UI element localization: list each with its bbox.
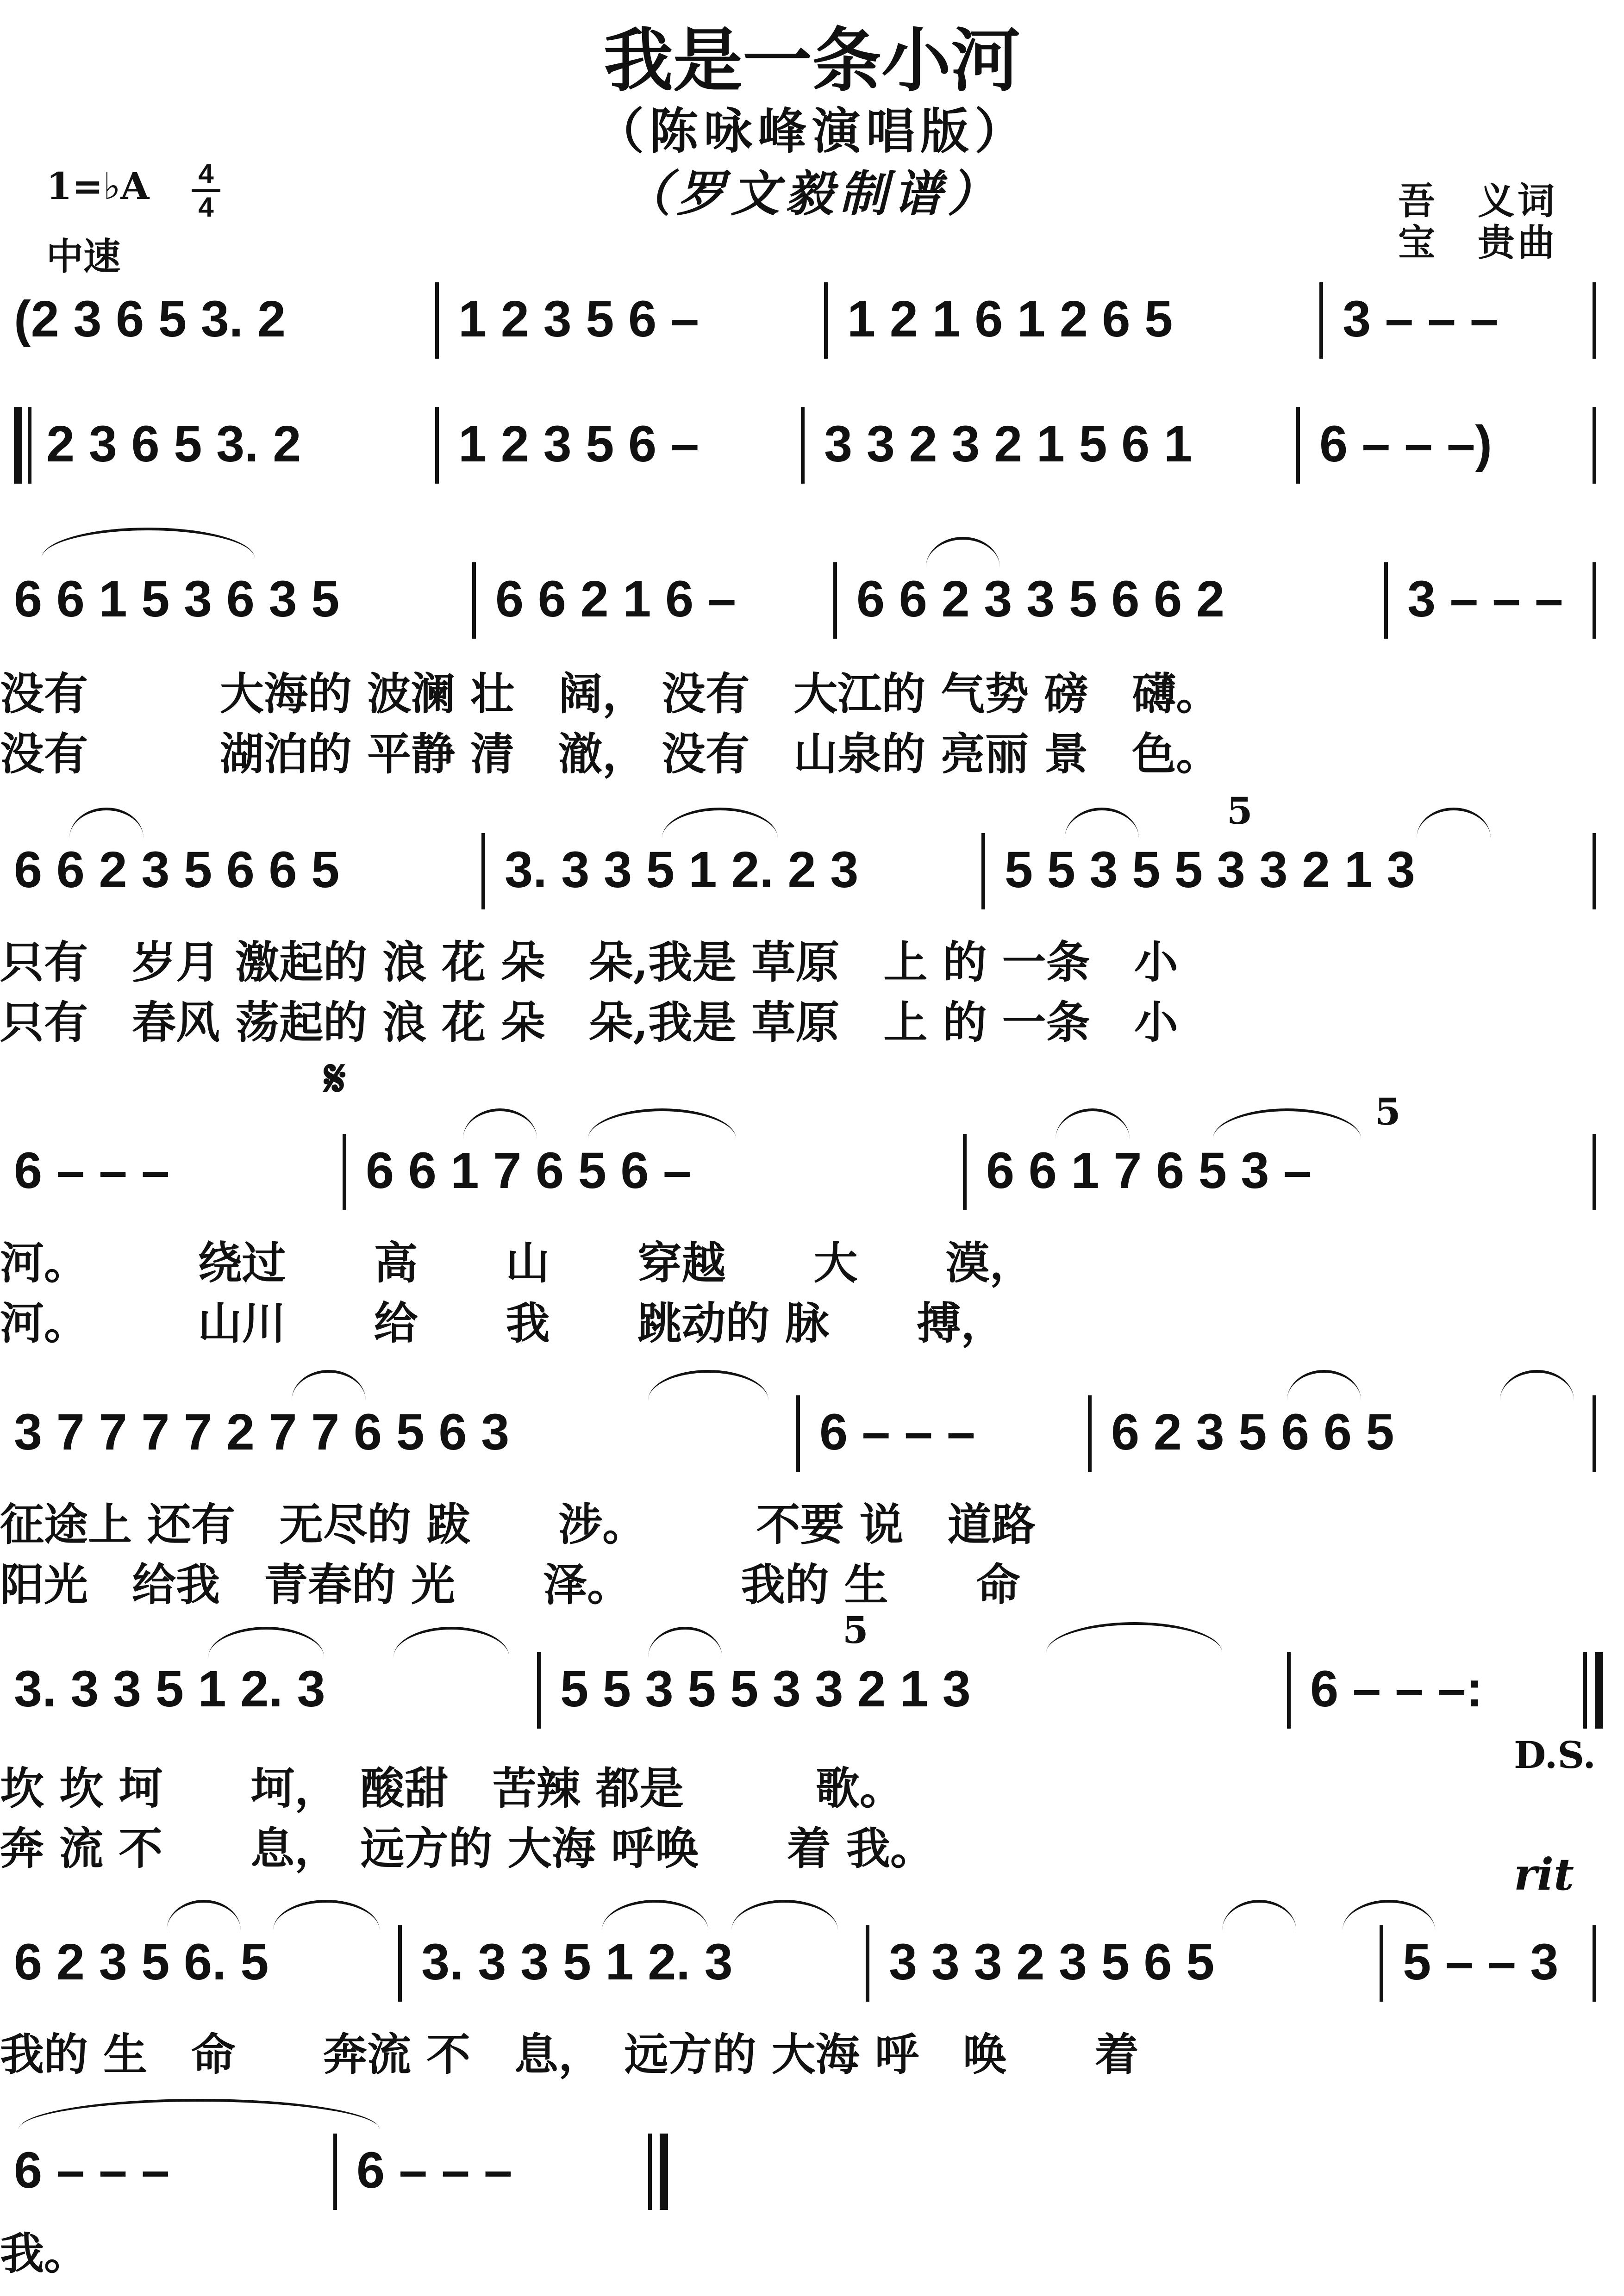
song-subtitle: （陈咏峰演唱版） [595,103,1029,160]
tempo-marking: 中速 [46,235,120,278]
measure: 6 – – – [819,1404,975,1461]
measure: 6 6 1 7 6 5 3 – [986,1142,1312,1199]
measure: 6 6 1 5 3 6 3 5 [14,571,340,628]
measure: 6 6 2 3 5 6 6 5 [14,841,340,898]
measure: 6 2 3 5 6 6 5 [1111,1404,1394,1461]
lyric-verse-1: 坎 坎 坷 坷， 酸甜 苦辣 都是 歌。 [0,1763,904,1814]
key-signature: 1=♭A [46,164,150,208]
measure: 2 3 6 5 3. 2 [46,416,301,473]
lyric-verse-2: 阳光 给我 青春的 光 泽。 我的 生 命 [0,1559,1020,1611]
notes-row [0,289,1624,349]
measure: 1 2 3 5 6 – [458,416,699,473]
measure: 3 – – – [1343,291,1499,348]
notes-row [0,1932,1624,1992]
measure: 3 7 7 7 7 2 7 7 6 5 6 3 [14,1404,510,1461]
measure: 6 6 2 1 6 – [495,571,736,628]
measure: 6 – – –: [1310,1661,1483,1717]
measure: 6 6 2 3 3 5 6 6 2 [856,571,1225,628]
lyric-line: 我。 [0,2228,88,2279]
measure: 3. 3 3 5 1 2. 3 [421,1934,733,1991]
lyric-verse-1: 征途上 还有 无尽的 跋 涉。 不要 说 道路 [0,1499,1036,1550]
time-top: 4 [198,158,214,189]
measure: 1 2 1 6 1 2 6 5 [847,291,1173,348]
notes-row [0,840,1624,900]
measure: (2 3 6 5 3. 2 [14,291,286,348]
notes-row [0,414,1624,474]
measure: 1 2 3 5 6 – [458,291,699,348]
measure: 3 3 2 3 2 1 5 6 1 [824,416,1193,473]
grace-note: 5 [1227,789,1253,833]
dal-segno: D.S. [1514,1733,1596,1777]
measure: 5 5 3 5 5 3 3 2 1 3 [560,1661,971,1717]
ritardando-marking: rit [1514,1849,1574,1900]
measure: 3. 3 3 5 1 2. 2 3 [505,841,859,898]
song-title: 我是一条小河 [603,21,1020,101]
measure: 6 – – –) [1319,416,1493,473]
notes-row [0,1402,1624,1462]
grace-note: 5 [1375,1090,1401,1133]
segno-sign: 𝄋 [324,1048,346,1108]
lyric-verse-2: 只有 春风 荡起的 浪 花 朵 朵,我是 草原 上 的 一条 小 [0,997,1178,1048]
composer-credit: 宝 贵曲 [1398,221,1557,264]
lyric-line: 我的 生 命 奔流 不 息， 远方的 大海 呼 唤 着 [0,2029,1139,2080]
grace-note: 5 [843,1608,868,1652]
time-signature [190,160,222,222]
time-bottom: 4 [198,192,214,223]
measure: 3 3 3 2 3 5 6 5 [889,1934,1215,1991]
measure: 6 – – – [14,1142,170,1199]
notes-row [0,569,1624,629]
lyric-verse-1: 河。 绕过 高 山 穿越 大 漠， [0,1238,1034,1289]
notes-row [0,1659,1624,1719]
notes-row [0,2140,1624,2201]
measure: 3. 3 3 5 1 2. 3 [14,1661,325,1717]
lyric-verse-1: 没有 大海的 波澜 壮 阔， 没有 大江的 气势 磅 礴。 [0,668,1220,720]
lyric-verse-2: 河。 山川 给 我 跳动的 脉 搏， [0,1298,1005,1349]
measure: 3 – – – [1407,571,1563,628]
measure: 6 2 3 5 6. 5 [14,1934,269,1991]
lyric-verse-1: 只有 岁月 激起的 浪 花 朵 朵,我是 草原 上 的 一条 小 [0,937,1178,988]
measure: 6 – – – [356,2142,512,2199]
lyric-verse-2: 奔 流 不 息， 远方的 大海 呼唤 着 我。 [0,1823,934,1874]
measure: 6 6 1 7 6 5 6 – [366,1142,692,1199]
measure: 6 – – – [14,2142,170,2199]
measure: 5 – – 3 [1403,1934,1559,1991]
lyricist-credit: 吾 义词 [1398,179,1557,223]
lyric-verse-2: 没有 湖泊的 平静 清 澈， 没有 山泉的 亮丽 景 色。 [0,728,1220,780]
notes-row [0,1141,1624,1201]
measure: 5 5 3 5 5 3 3 2 1 3 [1005,841,1415,898]
arranger-note: （罗文毅制谱） [622,165,1002,222]
